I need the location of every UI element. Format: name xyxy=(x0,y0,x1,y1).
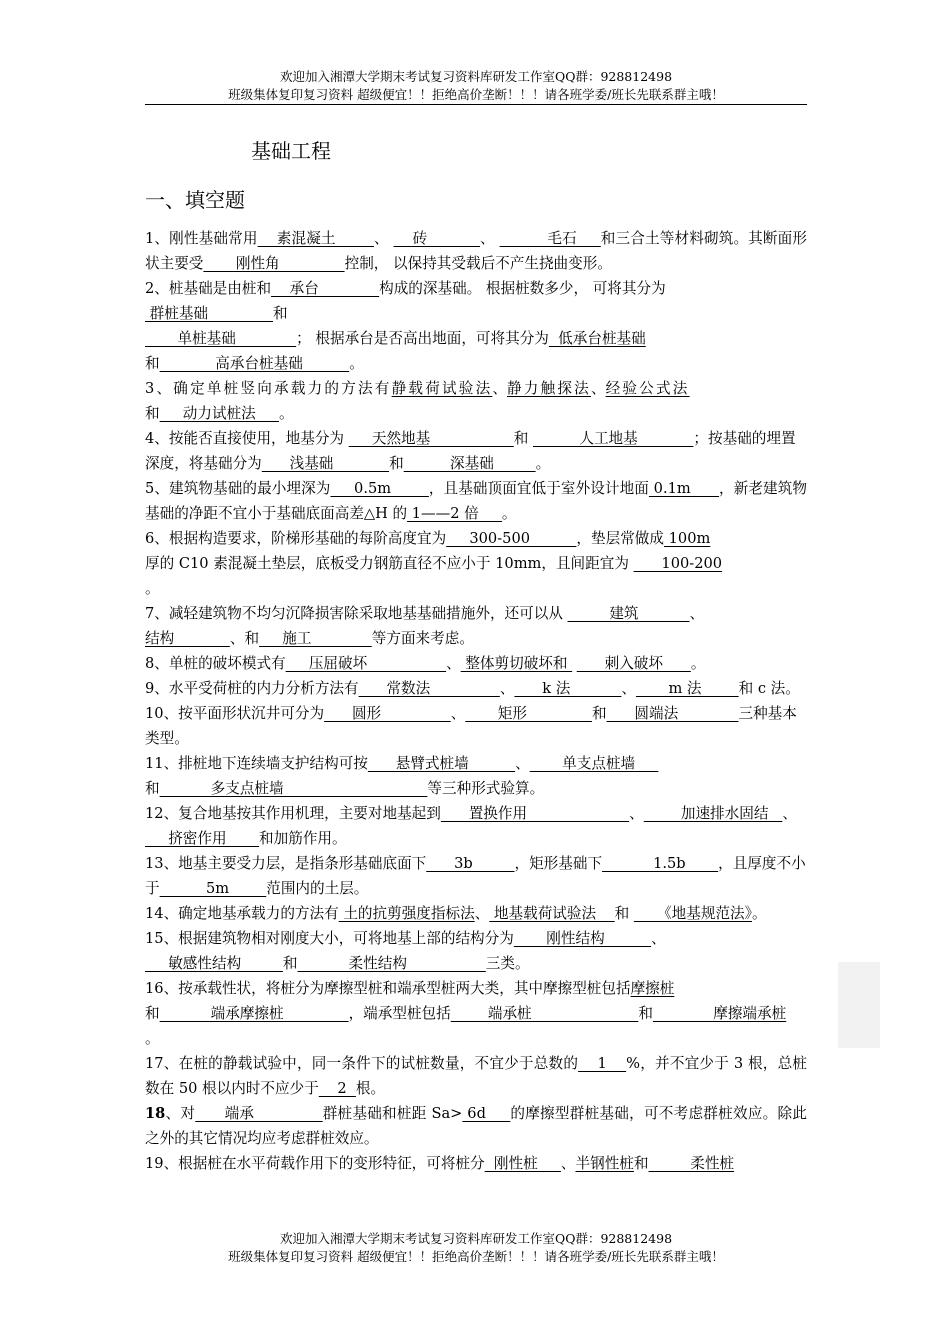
question-text: 根。 xyxy=(355,1080,386,1097)
question-19 xyxy=(145,1151,807,1176)
answer-blank: 土的抗剪强度指标法 xyxy=(338,905,475,922)
answer-blank: 0.5m xyxy=(330,480,429,497)
question-text: %，并不宜少于 3 根，总桩数在 50 根以内时不应少于 xyxy=(145,1055,807,1097)
answer-blank: 毛石 xyxy=(499,230,601,247)
question-text: 1、刚性基础常用 xyxy=(145,230,258,247)
answer-blank: 圆形 xyxy=(324,705,451,722)
page-footer xyxy=(145,1230,807,1266)
answer-blank: 浅基础 xyxy=(261,455,390,472)
question-text: ； 根据承台是否高出地面，可将其分为 xyxy=(296,330,549,347)
answer-blank: 深基础 xyxy=(403,455,536,472)
footer-line-1: 欢迎加入湘潭大学期末考试复习资料库研发工作室QQ群：928812498 xyxy=(279,1231,673,1246)
question-text: 5、建筑物基础的最小埋深为 xyxy=(145,480,331,497)
page-header xyxy=(145,68,807,104)
question-text: 。 xyxy=(501,505,517,522)
question-text: 和三合土等材料砌筑。其断面形状主要受 xyxy=(145,230,807,272)
answer-blank: 群桩基础 xyxy=(145,305,273,322)
answer-blank: 高承台桩基础 xyxy=(159,355,350,372)
question-text: 13、地基主要受力层，是指条形基础底面下 xyxy=(145,855,427,872)
question-text: 。 xyxy=(349,355,364,372)
answer-blank: 建筑 xyxy=(567,605,690,622)
answer-blank: 经验公式法 xyxy=(605,380,690,397)
question-text: 和 xyxy=(591,705,607,722)
question-3 xyxy=(145,376,807,426)
answer-blank: 摩擦桩 xyxy=(630,980,675,997)
answer-blank: 承台 xyxy=(271,280,380,297)
question-13 xyxy=(145,851,807,901)
answer-blank: 结构 xyxy=(145,630,230,647)
question-text: 和 xyxy=(614,905,634,922)
question-8 xyxy=(145,651,807,676)
answer-blank: 低承台桩基础 xyxy=(548,330,646,347)
question-text: 。 xyxy=(535,455,551,472)
answer-blank: 3b xyxy=(426,855,515,872)
question-10 xyxy=(145,701,807,751)
answer-blank: 刚性桩 xyxy=(484,1155,561,1172)
question-text: ，端承型桩包括 xyxy=(348,1005,451,1022)
answer-blank: 加速排水固结 xyxy=(643,805,783,822)
answer-blank: 悬臂式桩墙 xyxy=(367,755,516,772)
answer-blank: 刚性角 xyxy=(203,255,345,272)
question-text: 、 xyxy=(499,680,515,697)
answer-blank: 端承 xyxy=(195,1105,323,1122)
question-text: 14、确定地基承载力的方法有 xyxy=(145,905,339,922)
answer-blank: 100-200 xyxy=(633,555,723,572)
question-text: 7、减轻建筑物不均匀沉降损害除采取地基基础措施外，还可以从 xyxy=(145,605,568,622)
question-text: 和 xyxy=(282,955,298,972)
question-text: 、 xyxy=(450,705,466,722)
question-2 xyxy=(145,276,807,376)
question-6 xyxy=(145,526,807,601)
question-text: 构成的深基础。 根据桩数多少， 可将其分为 xyxy=(379,280,666,297)
side-panel-placeholder xyxy=(838,962,880,1048)
question-9 xyxy=(145,676,807,701)
question-text: ，矩形基础下 xyxy=(514,855,603,872)
answer-blank: 《地基规范法》 xyxy=(633,905,752,922)
question-text: 、 xyxy=(629,805,644,822)
question-text: 和加筋作用。 xyxy=(259,830,347,847)
question-text: 三种基本类型。 xyxy=(145,705,797,747)
question-text: 12、复合地基按其作用机理，主要对地基起到 xyxy=(145,805,441,822)
question-text: 。 xyxy=(145,580,160,597)
header-line-2: 班级集体复印复习资料 超级便宜！！拒绝高价垄断！！！请各班学委/班长先联系群主哦！ xyxy=(228,87,724,102)
question-text: 和 xyxy=(389,455,404,472)
answer-blank: 砖 xyxy=(393,230,481,247)
question-text: 、 xyxy=(782,805,797,822)
question-text: 、 xyxy=(689,605,705,622)
question-text: 、 xyxy=(651,930,666,947)
question-text: 厚的 C10 素混凝土垫层，底板受力钢筋直径不应小于 10mm，且间距宜为 xyxy=(145,555,634,572)
question-text: 三类。 xyxy=(485,955,530,972)
answer-blank: 多支点桩墙 xyxy=(159,780,428,797)
question-text: 4、按能否直接使用，地基分为 xyxy=(145,430,349,447)
question-number: 18 xyxy=(145,1105,166,1122)
answer-blank: 素混凝土 xyxy=(257,230,374,247)
question-text: 、 xyxy=(446,655,461,672)
answer-blank: 整体剪切破坏和 xyxy=(460,655,573,672)
question-text: ；按基础的埋置深度，将基础分为 xyxy=(145,430,796,472)
answer-blank: 地基载荷试验法 xyxy=(489,905,615,922)
question-text: 的摩擦型群桩基础，可不考虑群桩效应。除此之外的其它情况均应考虑群桩效应。 xyxy=(145,1105,807,1147)
answer-blank: 圆端法 xyxy=(606,705,739,722)
question-15 xyxy=(145,926,807,976)
question-text: 17、在桩的静载试验中，同一条件下的试桩数量，不宜少于总数的 xyxy=(145,1055,579,1072)
question-text: 。 xyxy=(278,405,294,422)
question-16 xyxy=(145,976,807,1051)
answer-blank: 单支点桩墙 xyxy=(529,755,659,772)
answer-blank: 摩擦端承桩 xyxy=(652,1005,787,1022)
question-5 xyxy=(145,476,807,526)
answer-blank: 静载荷试验法 xyxy=(391,380,493,397)
question-11 xyxy=(145,751,807,801)
question-12 xyxy=(145,801,807,851)
question-text: 和 xyxy=(145,355,160,372)
question-text: 范围内的土层。 xyxy=(266,880,369,897)
question-17 xyxy=(145,1051,807,1101)
answer-blank: 挤密作用 xyxy=(145,830,260,847)
answer-blank: 端承桩 xyxy=(450,1005,639,1022)
question-text: 等三种形式验算。 xyxy=(427,780,545,797)
question-text: 、和 xyxy=(229,630,260,647)
question-text: 和 xyxy=(145,780,160,797)
answer-blank: 100m xyxy=(663,530,711,547)
question-text: 等方面来考虑。 xyxy=(371,630,474,647)
question-text: ，且基础顶面宜低于室外设计地面 xyxy=(428,480,649,497)
answer-blank: 人工地基 xyxy=(532,430,694,447)
answer-blank: 刺入破坏 xyxy=(576,655,691,672)
answer-blank: 敏感性结构 xyxy=(145,955,283,972)
answer-blank: 施工 xyxy=(259,630,372,647)
question-text: 3、确定单桩竖向承载力的方法有 xyxy=(145,380,392,397)
section-heading: 一、填空题 xyxy=(145,188,245,212)
answer-blank: 6d xyxy=(462,1105,511,1122)
question-text: 9、水平受荷桩的内力分析方法有 xyxy=(145,680,359,697)
question-1 xyxy=(145,226,807,276)
answer-blank: 300-500 xyxy=(446,530,577,547)
question-text: 、 xyxy=(480,230,500,247)
question-text: 和 xyxy=(638,1005,653,1022)
answer-blank: 矩形 xyxy=(465,705,592,722)
answer-blank: 压屈破坏 xyxy=(285,655,447,672)
question-text: 10、按平面形状沉井可分为 xyxy=(145,705,325,722)
answer-blank: 常数法 xyxy=(358,680,500,697)
answer-blank: 1 xyxy=(578,1055,627,1072)
question-text: 、 xyxy=(373,230,394,247)
answer-blank: 1——2 倍 xyxy=(407,505,502,522)
question-text: 、 xyxy=(474,905,490,922)
question-text: 、 xyxy=(515,755,530,772)
question-text: 16、按承载性状，将桩分为摩擦型桩和端承型桩两大类，其中摩擦型桩包括 xyxy=(145,980,631,997)
answer-blank: 柔性桩 xyxy=(648,1155,735,1172)
footer-line-2: 班级集体复印复习资料 超级便宜！！拒绝高价垄断！！！请各班学委/班长先联系群主哦！ xyxy=(228,1249,724,1264)
question-text: 、 xyxy=(492,380,507,397)
question-text: 和 xyxy=(633,1155,649,1172)
question-18 xyxy=(145,1101,807,1151)
question-text: 和 xyxy=(145,1005,160,1022)
question-text: ，且厚度不小于 xyxy=(145,855,806,897)
question-text: 、 xyxy=(560,1155,576,1172)
answer-blank: 静力触探法 xyxy=(506,380,591,397)
question-text: 。 xyxy=(145,1030,160,1047)
answer-blank: 5m xyxy=(159,880,267,897)
question-text: 和 c 法。 xyxy=(738,680,800,697)
question-text: 和 xyxy=(513,430,533,447)
question-text: 、 xyxy=(590,380,606,397)
question-text: 15、根据建筑物相对刚度大小，可将地基上部的结构分为 xyxy=(145,930,514,947)
question-text: 、 xyxy=(621,680,636,697)
question-text: 11、排桩地下连续墙支护结构可按 xyxy=(145,755,368,772)
answer-blank: 刚性结构 xyxy=(513,930,652,947)
answer-blank: 端承摩擦桩 xyxy=(159,1005,349,1022)
header-line-1: 欢迎加入湘潭大学期末考试复习资料库研发工作室QQ群：928812498 xyxy=(279,69,673,84)
question-text: 。 xyxy=(690,655,706,672)
question-list xyxy=(145,226,807,1176)
answer-blank: 1.5b xyxy=(602,855,719,872)
question-text: 2、桩基础是由桩和 xyxy=(145,280,272,297)
question-text: ，垫层常做成 xyxy=(576,530,664,547)
answer-blank: 单桩基础 xyxy=(145,330,297,347)
question-text: 6、根据构造要求，阶梯形基础的每阶高度宜为 xyxy=(145,530,447,547)
answer-blank: 柔性结构 xyxy=(297,955,486,972)
answer-blank: 天然地基 xyxy=(348,430,514,447)
answer-blank: m 法 xyxy=(635,680,739,697)
header-rule xyxy=(145,104,807,105)
question-text: 、对 xyxy=(165,1105,196,1122)
answer-blank: 2 xyxy=(318,1080,356,1097)
question-7 xyxy=(145,601,807,651)
question-text: 和 xyxy=(272,305,288,322)
question-text: 控制， 以保持其受载后不产生挠曲变形。 xyxy=(344,255,612,272)
answer-blank: 半钢性桩 xyxy=(575,1155,634,1172)
answer-blank: k 法 xyxy=(514,680,622,697)
question-14 xyxy=(145,901,807,926)
question-text: 和 xyxy=(145,405,160,422)
question-text: 群桩基础和桩距 Sa> xyxy=(322,1105,463,1122)
question-text: 8、单桩的破坏模式有 xyxy=(145,655,286,672)
question-4 xyxy=(145,426,807,476)
answer-blank: 0.1m xyxy=(648,480,720,497)
document-title: 基础工程 xyxy=(251,139,331,163)
answer-blank: 动力试桩法 xyxy=(159,405,279,422)
question-text: ，新老建筑物基础的净距不宜小于基础底面高差△H 的 xyxy=(145,480,807,522)
question-text: 。 xyxy=(751,905,767,922)
question-text: 19、根据桩在水平荷载作用下的变形特征，可将桩分 xyxy=(145,1155,485,1172)
answer-blank: 置换作用 xyxy=(440,805,630,822)
